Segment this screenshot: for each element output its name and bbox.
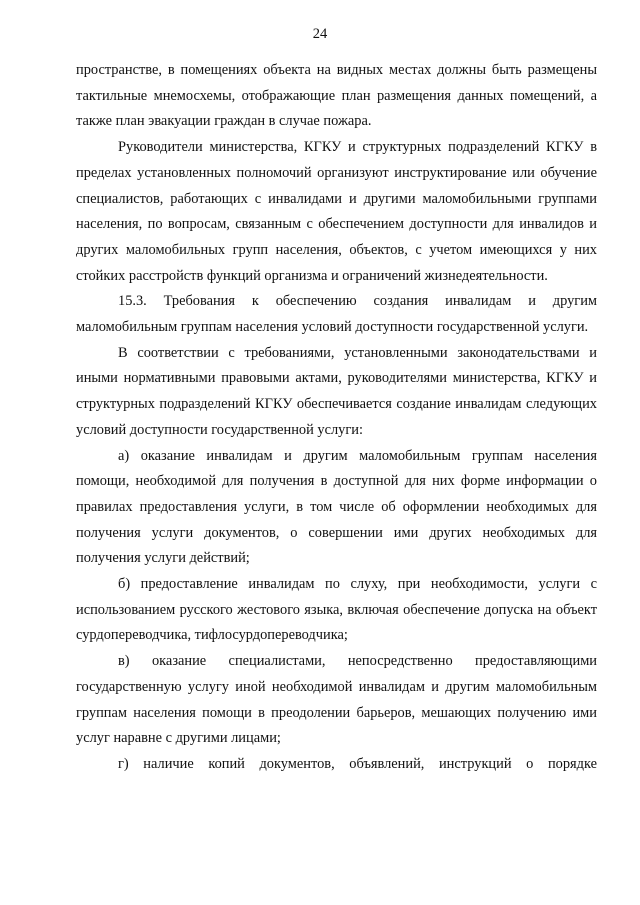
page-number: 24 [312,26,328,42]
paragraph-continuation: пространстве, в помещениях объекта на видных местах должны быть размещены тактильные мнемосхемы, отображающие план размещения данных помещений, а также план эвакуации граждан в случае пожара. [76,62,597,130]
paragraph-accessibility-conditions: В соответствии с требованиями, установленными законодательствами и иными нормативными правовыми актами, руководителями министерства, КГКУ и структурных подразделений КГКУ обеспечивается создание инвалидам следующих условий доступности государственной услуги: [76,344,597,438]
paragraph-section-15-3: 15.3. Требования к обеспечению создания инвалидам и другим маломобильным группам населения условий доступности государственной услуги. [76,293,597,336]
list-item-b: б) предоставление инвалидам по слуху, при необходимости, услуги с использованием русского жестового языка, включая обеспечение допуска на объект сурдопереводчика, тифлосурдопереводчика; [76,576,597,644]
list-item-a: а) оказание инвалидам и другим маломобильным группам населения помощи, необходимой для получения в доступной для них форме информации о правилах предоставления услуги, в том числе об оформлении необходимых для получения услуги документов, о совершении ими других необходимых для получения услуги действий; [76,447,597,567]
list-item-g: г) наличие копий документов, объявлений, инструкций о порядке [118,755,597,772]
body-text [76,58,597,778]
list-item-v: в) оказание специалистами, непосредственно предоставляющими государственную услугу иной необходимой инвалидам и другим маломобильным группам населения помощи в преодолении барьеров, мешающих получению ими услуг наравне с другими лицами; [76,653,597,747]
paragraph-managers-training: Руководители министерства, КГКУ и структурных подразделений КГКУ в пределах установленных полномочий организуют инструктирование или обучение специалистов, работающих с инвалидами и другими маломобильными группами населения, по вопросам, связанным с обеспечением доступности для инвалидов и других маломобильных групп населения, объектов, с учетом имеющихся у них стойких расстройств функций организма и ограничений жизнедеятельности. [76,139,597,284]
